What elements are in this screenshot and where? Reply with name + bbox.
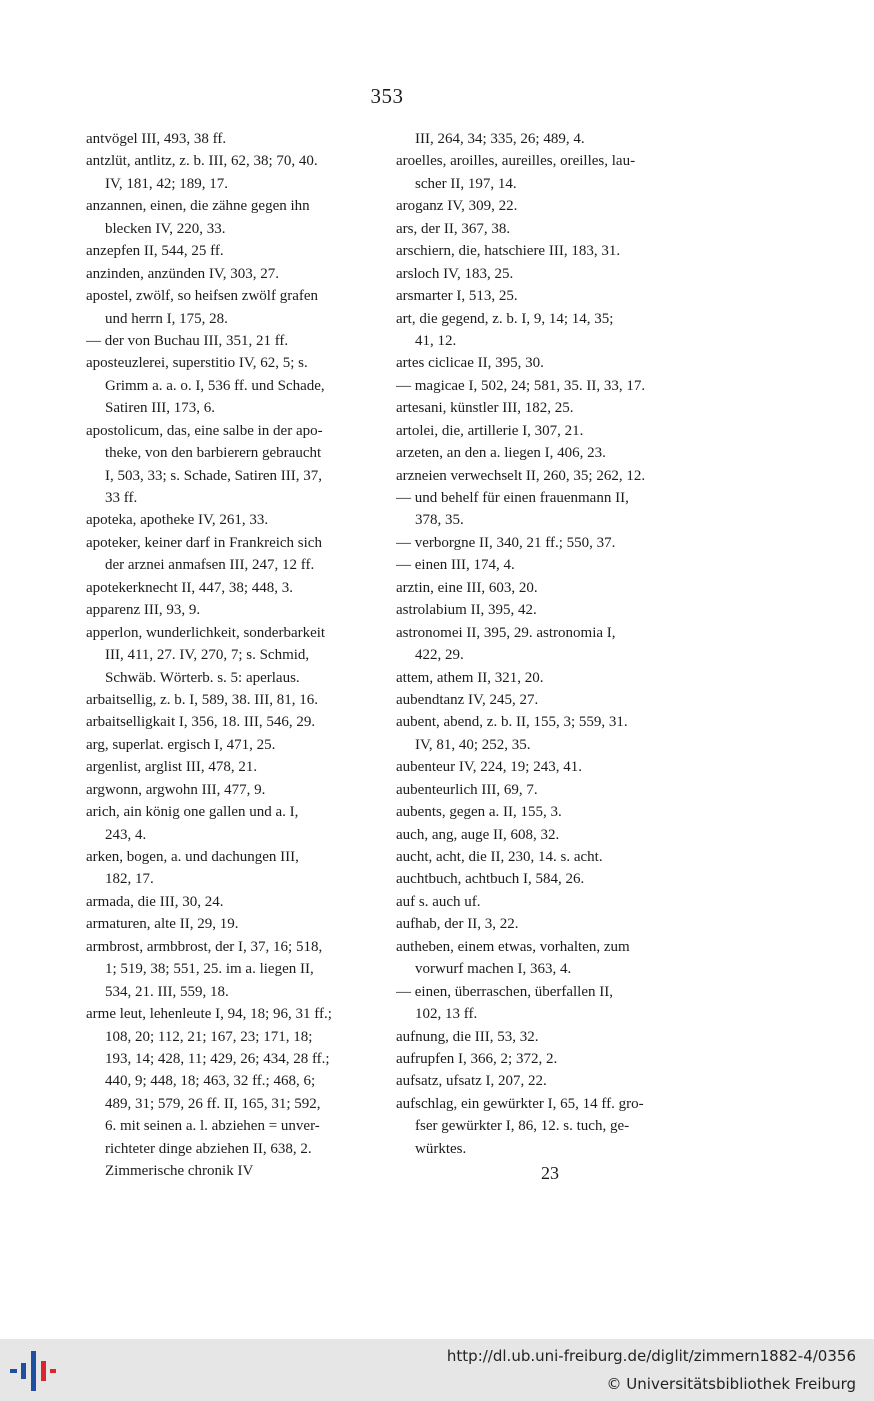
- index-entry-line: arzneien verwechselt II, 260, 35; 262, 12.: [396, 467, 646, 484]
- index-entry-line: attem, athem II, 321, 20.: [396, 669, 544, 686]
- index-entry-line: armaturen, alte II, 29, 19.: [86, 916, 239, 933]
- signature-mark: 23: [541, 1163, 559, 1183]
- index-entry-line: antzlüt, antlitz, z. b. III, 62, 38; 70, 40.: [86, 153, 318, 170]
- index-entry-line: aufhab, der II, 3, 22.: [396, 916, 519, 933]
- index-entry-line: 193, 14; 428, 11; 429, 26; 434, 28 ff.;: [105, 1050, 330, 1067]
- index-entry-line: 489, 31; 579, 26 ff. II, 165, 31; 592,: [105, 1095, 321, 1112]
- index-entry-line: I, 503, 33; s. Schade, Satiren III, 37,: [105, 467, 323, 484]
- index-entry-line: anzinden, anzünden IV, 303, 27.: [86, 265, 280, 282]
- index-entry-line: astronomei II, 395, 29. astronomia I,: [396, 624, 616, 641]
- index-entry-line: — und behelf für einen frauenmann II,: [396, 490, 629, 506]
- index-entry-line: würktes.: [415, 1140, 467, 1157]
- index-entry-line: apparenz III, 93, 9.: [86, 602, 201, 619]
- index-entry-line: artesani, künstler III, 182, 25.: [396, 400, 574, 417]
- copyright-notice: © Universitätsbibliothek Freiburg: [606, 1375, 856, 1393]
- index-entry-line: aroganz IV, 309, 22.: [396, 198, 518, 215]
- index-entry-line: 33 ff.: [105, 490, 138, 506]
- index-entry-line: vorwurf machen I, 363, 4.: [415, 961, 572, 978]
- index-entry-line: aubenteur IV, 224, 19; 243, 41.: [396, 759, 582, 776]
- index-entry-line: der arznei anmafsen III, 247, 12 ff.: [105, 557, 315, 574]
- index-entry-line: aubenteurlich III, 69, 7.: [396, 781, 538, 798]
- index-entry-line: 378, 35.: [415, 512, 464, 529]
- index-column-left: [86, 128, 376, 1183]
- index-entry-line: arbaitsellig, z. b. I, 589, 38. III, 81, 16.: [86, 691, 319, 708]
- index-entry-line: art, die gegend, z. b. I, 9, 14; 14, 35;: [396, 310, 614, 327]
- permalink-url[interactable]: http://dl.ub.uni-freiburg.de/diglit/zimmern1882-4/0356: [446, 1347, 856, 1365]
- index-entry-line: astrolabium II, 395, 42.: [396, 602, 537, 619]
- index-entry-line: 440, 9; 448, 18; 463, 32 ff.; 468, 6;: [105, 1073, 316, 1090]
- index-entry-line: — magicae I, 502, 24; 581, 35. II, 33, 17.: [396, 377, 646, 394]
- index-entry-line: aucht, acht, die II, 230, 14. s. acht.: [396, 849, 603, 865]
- index-entry-line: arken, bogen, a. und dachungen III,: [86, 849, 299, 865]
- index-entry-line: arbaitselligkait I, 356, 18. III, 546, 29.: [86, 714, 316, 731]
- index-entry-line: apoteker, keiner darf in Frankreich sich: [86, 534, 322, 551]
- index-entry-line: armbrost, armbbrost, der I, 37, 16; 518,: [86, 938, 323, 955]
- index-entry-line: arzeten, an den a. liegen I, 406, 23.: [396, 445, 606, 462]
- index-entry-line: argenlist, arglist III, 478, 21.: [86, 759, 258, 776]
- index-entry-line: aufschlag, ein gewürkter I, 65, 14 ff. gro-: [396, 1095, 644, 1112]
- index-entry-line: 41, 12.: [415, 332, 457, 349]
- index-entry-line: — verborgne II, 340, 21 ff.; 550, 37.: [396, 534, 616, 551]
- index-entry-line: fser gewürkter I, 86, 12. s. tuch, ge-: [415, 1118, 630, 1135]
- index-entry-line: apostel, zwölf, so heifsen zwölf grafen: [86, 288, 319, 305]
- index-entry-line: anzepfen II, 544, 25 ff.: [86, 243, 224, 260]
- index-column-right: [396, 128, 686, 1160]
- footer-bar: [0, 1339, 874, 1401]
- index-entry-line: arg, superlat. ergisch I, 471, 25.: [86, 736, 276, 753]
- index-entry-line: aubents, gegen a. II, 155, 3.: [396, 804, 562, 821]
- index-entry-line: autheben, einem etwas, vorhalten, zum: [396, 938, 630, 955]
- index-entry-line: 102, 13 ff.: [415, 1006, 478, 1023]
- index-entry-line: apotekerknecht II, 447, 38; 448, 3.: [86, 579, 294, 596]
- index-entry-line: artes ciclicae II, 395, 30.: [396, 355, 544, 372]
- index-entry-line: anzannen, einen, die zähne gegen ihn: [86, 198, 310, 215]
- index-entry-line: arsloch IV, 183, 25.: [396, 265, 514, 282]
- index-entry-line: aubent, abend, z. b. II, 155, 3; 559, 31.: [396, 714, 628, 731]
- index-entry-line: theke, von den barbierern gebraucht: [105, 445, 322, 462]
- index-entry-line: und herrn I, 175, 28.: [105, 310, 228, 327]
- library-logo-icon[interactable]: [10, 1349, 56, 1393]
- index-entry-line: IV, 81, 40; 252, 35.: [415, 736, 531, 753]
- index-entry-line: 1; 519, 38; 551, 25. im a. liegen II,: [105, 961, 314, 978]
- index-entry-line: — einen III, 174, 4.: [396, 557, 515, 574]
- index-entry-line: apperlon, wunderlichkeit, sonderbarkeit: [86, 624, 326, 641]
- index-entry-line: antvögel III, 493, 38 ff.: [86, 131, 227, 147]
- index-entry-line: arsmarter I, 513, 25.: [396, 288, 518, 305]
- index-entry-line: 422, 29.: [415, 647, 464, 664]
- index-entry-line: richteter dinge abziehen II, 638, 2.: [105, 1140, 312, 1157]
- index-entry-line: Satiren III, 173, 6.: [105, 400, 215, 417]
- index-entry-line: auf s. auch uf.: [396, 893, 481, 910]
- index-entry-line: aposteuzlerei, superstitio IV, 62, 5; s.: [86, 355, 308, 372]
- index-entry-line: Schwäb. Wörterb. s. 5: aperlaus.: [105, 669, 300, 686]
- index-entry-line: ars, der II, 367, 38.: [396, 220, 511, 237]
- index-entry-line: auch, ang, auge II, 608, 32.: [396, 826, 560, 843]
- index-entry-line: blecken IV, 220, 33.: [105, 220, 226, 237]
- index-entry-line: arich, ain könig one gallen und a. I,: [86, 804, 299, 821]
- index-entry-line: apoteka, apotheke IV, 261, 33.: [86, 512, 269, 529]
- index-entry-line: 6. mit seinen a. l. abziehen = unver-: [105, 1118, 320, 1135]
- index-entry-line: armada, die III, 30, 24.: [86, 893, 224, 910]
- index-entry-line: — einen, überraschen, überfallen II,: [396, 983, 613, 1000]
- index-entry-line: arschiern, die, hatschiere III, 183, 31.: [396, 243, 621, 260]
- index-entry-line: argwonn, argwohn III, 477, 9.: [86, 781, 266, 798]
- page-number: 353: [370, 84, 404, 108]
- index-entry-line: aufrupfen I, 366, 2; 372, 2.: [396, 1050, 558, 1067]
- index-entry-line: arme leut, lehenleute I, 94, 18; 96, 31 ff.;: [86, 1006, 332, 1023]
- index-entry-line: Grimm a. a. o. I, 536 ff. und Schade,: [105, 377, 325, 394]
- index-entry-line: arztin, eine III, 603, 20.: [396, 579, 538, 596]
- index-entry-line: aufsatz, ufsatz I, 207, 22.: [396, 1073, 547, 1090]
- index-entry-line: 182, 17.: [105, 871, 154, 888]
- index-entry-line: aroelles, aroilles, aureilles, oreilles, lau-: [396, 153, 636, 170]
- index-entry-line: 534, 21. III, 559, 18.: [105, 983, 229, 1000]
- index-entry-line: III, 264, 34; 335, 26; 489, 4.: [415, 131, 585, 147]
- index-entry-line: III, 411, 27. IV, 270, 7; s. Schmid,: [105, 647, 310, 664]
- index-entry-line: auchtbuch, achtbuch I, 584, 26.: [396, 871, 585, 888]
- index-entry-line: Zimmerische chronik IV: [105, 1163, 254, 1180]
- index-entry-line: 243, 4.: [105, 826, 147, 843]
- index-entry-line: artolei, die, artillerie I, 307, 21.: [396, 422, 584, 439]
- index-entry-line: apostolicum, das, eine salbe in der apo-: [86, 422, 323, 439]
- index-entry-line: scher II, 197, 14.: [415, 175, 517, 192]
- index-entry-line: IV, 181, 42; 189, 17.: [105, 175, 229, 192]
- index-entry-line: 108, 20; 112, 21; 167, 23; 171, 18;: [105, 1028, 313, 1045]
- index-entry-line: — der von Buchau III, 351, 21 ff.: [86, 332, 289, 349]
- index-entry-line: aufnung, die III, 53, 32.: [396, 1028, 539, 1045]
- index-entry-line: aubendtanz IV, 245, 27.: [396, 691, 539, 708]
